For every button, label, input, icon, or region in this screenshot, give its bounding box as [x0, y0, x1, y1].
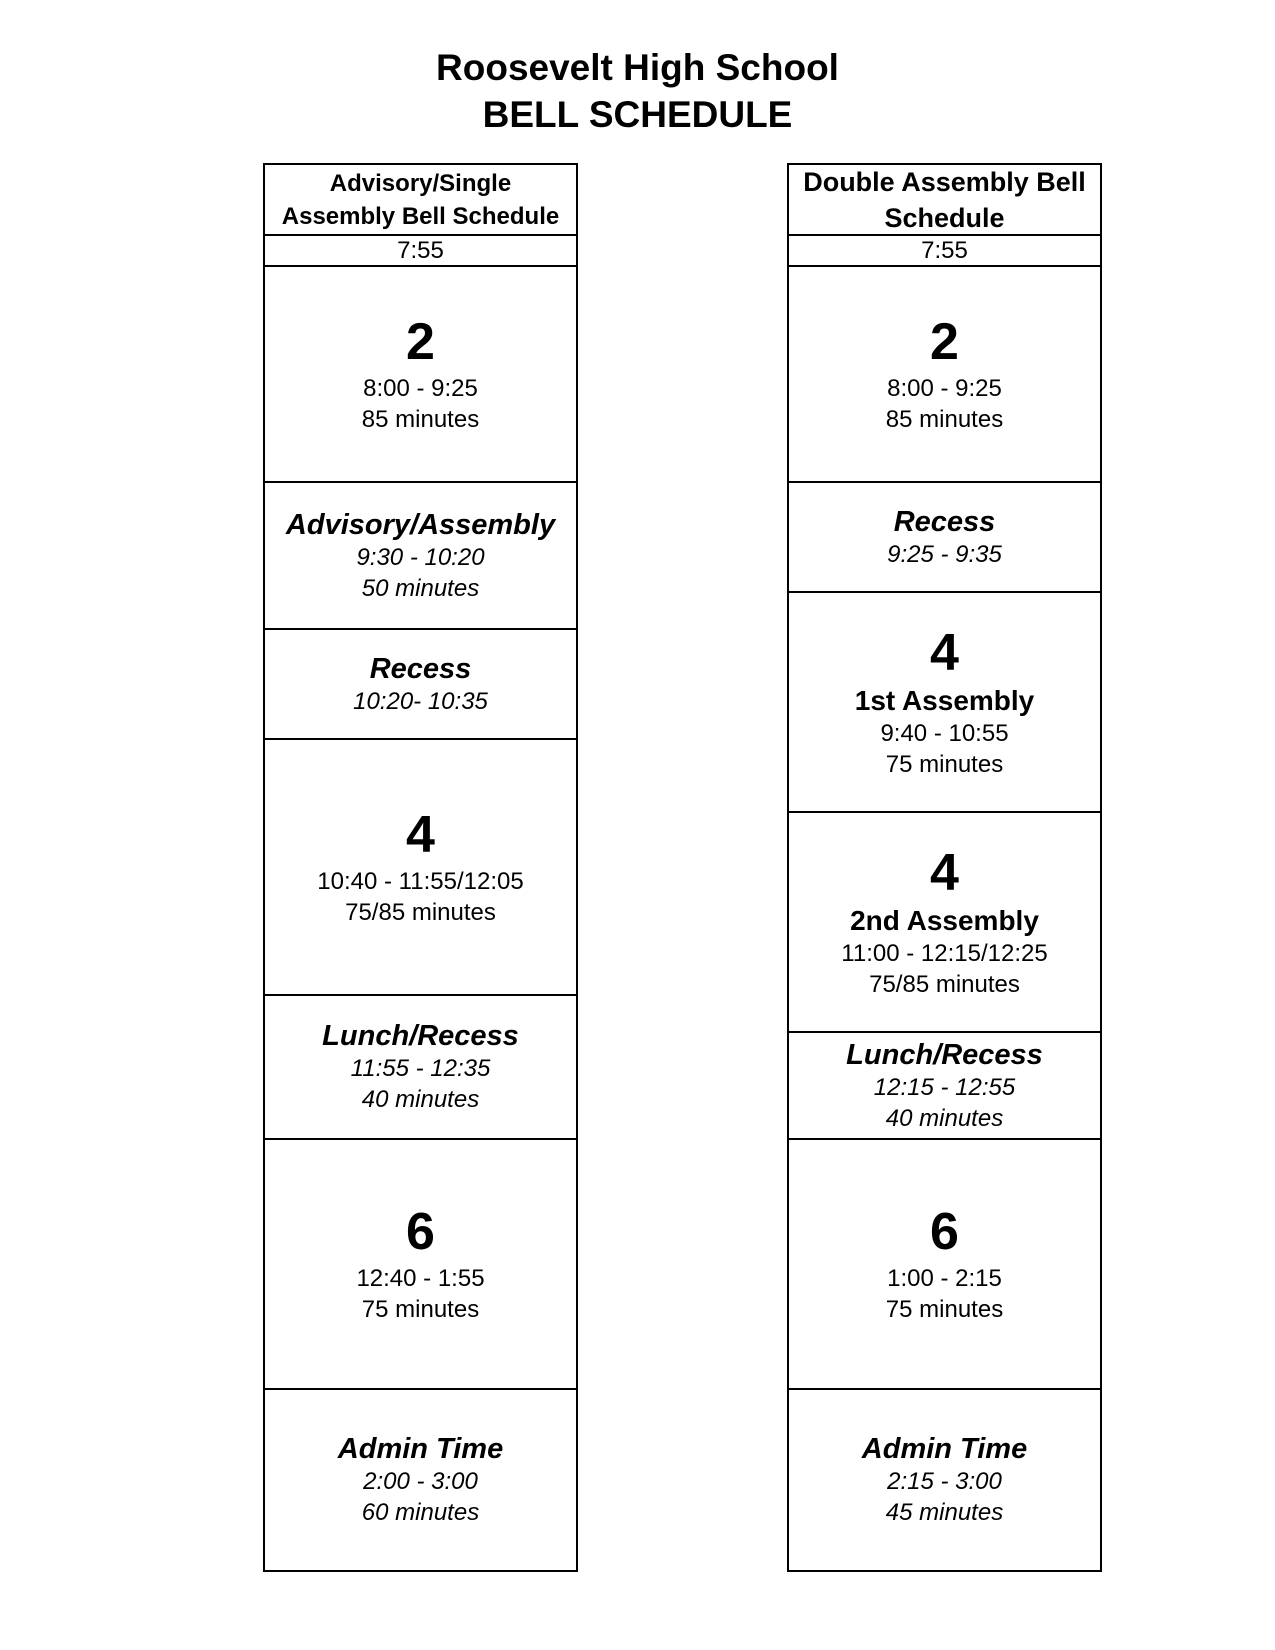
block-name: Admin Time: [337, 1433, 504, 1465]
block-name: Recess: [893, 505, 996, 538]
block-time: 1:00 - 2:15: [887, 1265, 1002, 1292]
period-4-block: [265, 740, 576, 996]
block-name: Advisory/Assembly: [285, 508, 556, 541]
period-number: 4: [930, 624, 959, 682]
block-time: 9:40 - 10:55: [880, 720, 1009, 747]
block-duration: 85 minutes: [361, 406, 480, 433]
block-time: 12:15 - 12:55: [873, 1073, 1016, 1101]
block-duration: 75/85 minutes: [345, 899, 496, 926]
start-time: 7:55: [397, 236, 444, 264]
period-number: 2: [406, 313, 435, 371]
advisory-single-assembly-schedule: [263, 163, 578, 1572]
block-time: 9:25 - 9:35: [887, 540, 1002, 568]
advisory-assembly-block: [265, 483, 576, 630]
block-duration: 85 minutes: [885, 406, 1004, 433]
lunch-recess-block: [265, 996, 576, 1140]
block-time: 9:30 - 10:20: [356, 543, 485, 571]
block-duration: 75 minutes: [885, 751, 1004, 778]
block-duration: 75 minutes: [885, 1296, 1004, 1323]
block-time: 10:40 - 11:55/12:05: [317, 868, 524, 895]
period-4-first-assembly-block: [789, 593, 1100, 813]
schedule-title-cell: [789, 165, 1100, 236]
period-2-block: [265, 267, 576, 483]
document-title: BELL SCHEDULE: [482, 94, 793, 135]
block-duration: 45 minutes: [885, 1499, 1004, 1526]
period-number: 2: [930, 313, 959, 371]
schedule-title-cell: [265, 165, 576, 236]
block-duration: 75 minutes: [361, 1296, 480, 1323]
start-time: 7:55: [921, 236, 968, 264]
period-2-block: [789, 267, 1100, 483]
block-time: 12:40 - 1:55: [356, 1265, 485, 1292]
assembly-label: 2nd Assembly: [850, 905, 1039, 936]
block-time: 10:20- 10:35: [353, 687, 488, 715]
block-time: 2:15 - 3:00: [887, 1468, 1002, 1495]
schedule-title: Double Assembly Bell Schedule: [803, 166, 1086, 233]
period-number: 4: [930, 844, 959, 902]
block-duration: 60 minutes: [361, 1499, 480, 1526]
document-header: [0, 44, 1275, 138]
period-4-second-assembly-block: [789, 813, 1100, 1033]
block-time: 11:00 - 12:15/12:25: [841, 940, 1048, 967]
recess-block: [789, 483, 1100, 593]
period-number: 6: [406, 1203, 435, 1261]
block-time: 8:00 - 9:25: [363, 375, 478, 402]
recess-block: [265, 630, 576, 740]
schedule-title: Advisory/Single Assembly Bell Schedule: [281, 169, 560, 230]
block-time: 11:55 - 12:35: [350, 1055, 491, 1082]
admin-time-block: [789, 1390, 1100, 1570]
block-name: Admin Time: [861, 1433, 1028, 1465]
block-duration: 40 minutes: [361, 1086, 480, 1113]
period-number: 4: [406, 806, 435, 864]
block-duration: 75/85 minutes: [869, 971, 1020, 998]
double-assembly-schedule: [787, 163, 1102, 1572]
period-6-block: [265, 1140, 576, 1390]
block-name: Lunch/Recess: [846, 1038, 1043, 1071]
start-time-cell: [265, 236, 576, 267]
start-time-cell: [789, 236, 1100, 267]
period-number: 6: [930, 1203, 959, 1261]
block-name: Recess: [369, 652, 472, 685]
lunch-recess-block: [789, 1033, 1100, 1140]
period-6-block: [789, 1140, 1100, 1390]
admin-time-block: [265, 1390, 576, 1570]
assembly-label: 1st Assembly: [854, 685, 1035, 716]
school-name: Roosevelt High School: [436, 47, 839, 88]
block-time: 2:00 - 3:00: [363, 1468, 478, 1495]
block-duration: 50 minutes: [361, 574, 480, 602]
block-duration: 40 minutes: [885, 1104, 1004, 1132]
block-time: 8:00 - 9:25: [887, 375, 1002, 402]
block-name: Lunch/Recess: [322, 1020, 519, 1052]
